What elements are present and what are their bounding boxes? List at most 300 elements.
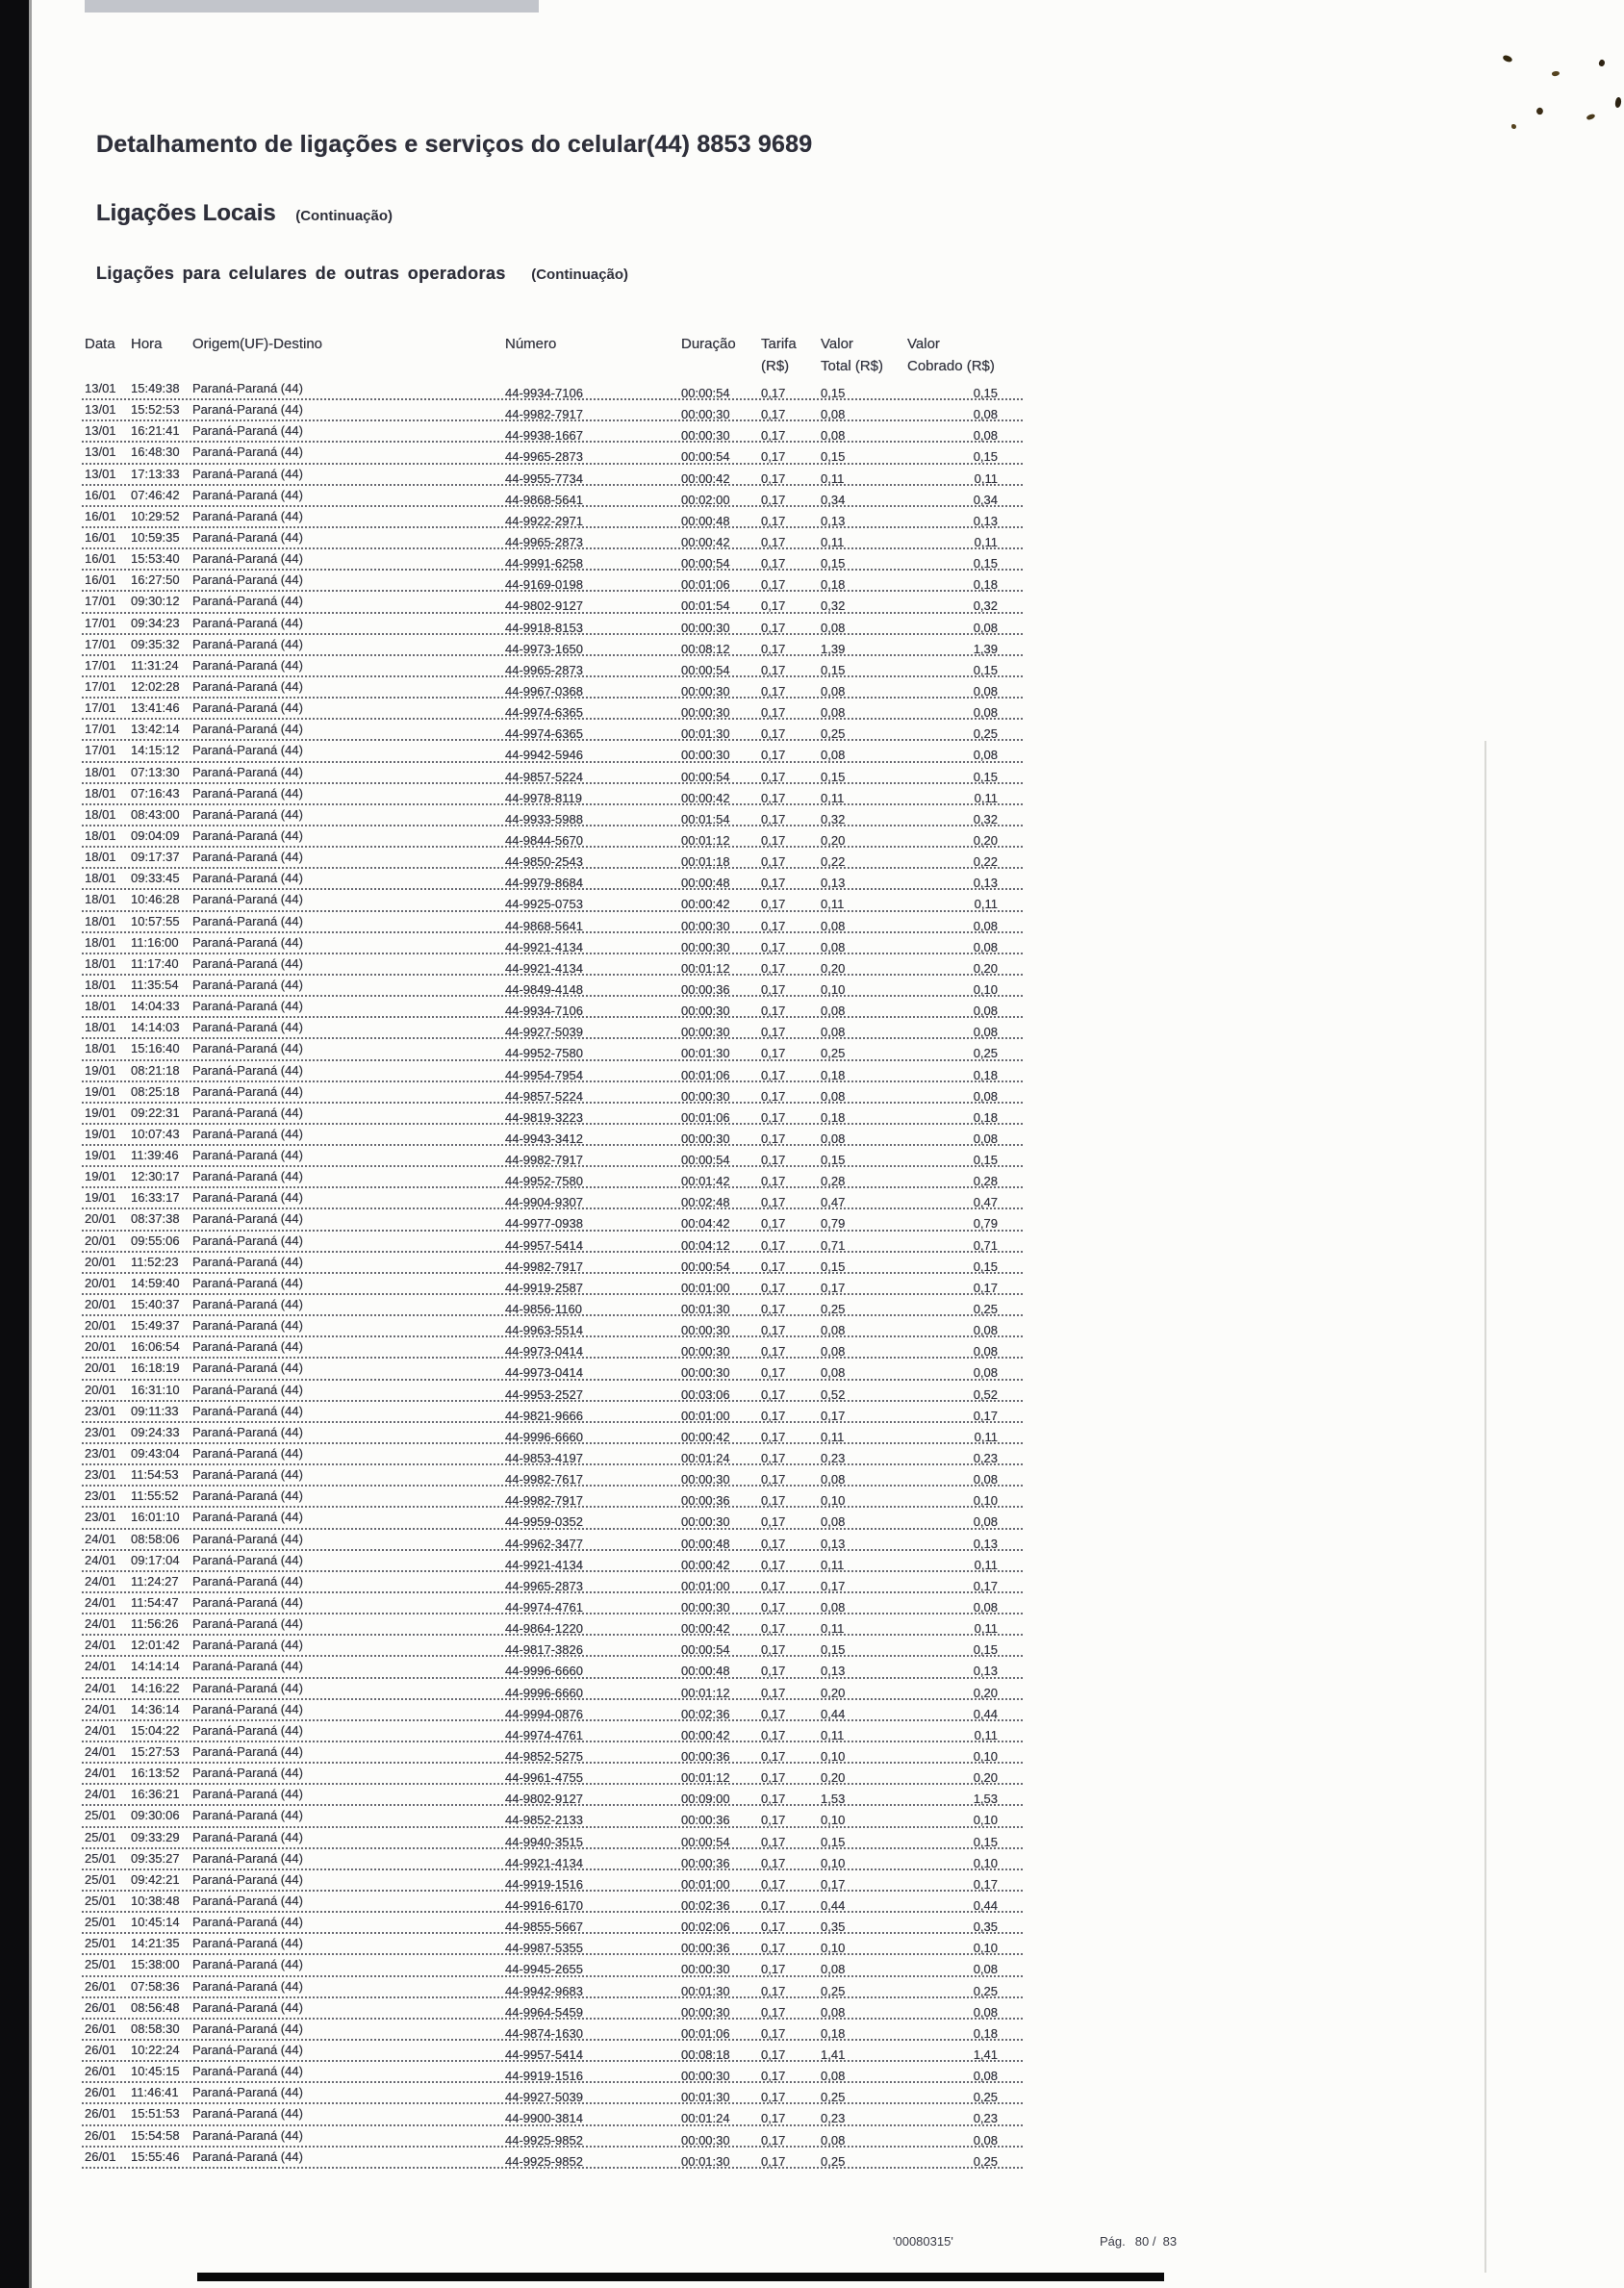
cell-duracao: 00:08:18 (681, 2046, 730, 2062)
cell-origem: Paraná-Paraná (44) (192, 487, 303, 502)
cell-total: 0,08 (821, 918, 846, 933)
cell-numero: 44-9967-0368 (505, 683, 583, 699)
cell-numero: 44-9974-6365 (505, 705, 583, 721)
cell-numero: 44-9904-9307 (505, 1195, 583, 1210)
ink-speck (1598, 59, 1607, 67)
cell-numero: 44-9856-1160 (505, 1302, 582, 1317)
cell-numero: 44-9977-0938 (505, 1216, 583, 1232)
cell-hora: 09:42:21 (131, 1871, 180, 1887)
cell-total: 0,13 (821, 1536, 846, 1551)
cell-data: 26/01 (85, 2106, 116, 2122)
cell-duracao: 00:01:30 (681, 2090, 730, 2105)
cell-origem: Paraná-Paraná (44) (192, 934, 303, 950)
cell-numero: 44-9868-5641 (505, 492, 583, 507)
table-row (82, 890, 1023, 911)
cell-hora: 17:13:33 (131, 466, 180, 481)
table-row (82, 443, 1023, 464)
cell-tarifa: 0,17 (761, 1258, 786, 1274)
cell-numero: 44-9965-2873 (505, 662, 583, 677)
cell-numero: 44-9952-7580 (505, 1174, 583, 1189)
cell-data: 17/01 (85, 743, 116, 758)
call-table-body (82, 379, 1023, 2169)
cell-cobrado: 0,25 (973, 1302, 998, 1317)
cell-tarifa: 0,17 (761, 1897, 786, 1913)
cell-cobrado: 0,10 (973, 1941, 998, 1956)
cell-hora: 15:40:37 (131, 1297, 180, 1312)
cell-cobrado: 0,17 (973, 1280, 998, 1295)
table-row (82, 1018, 1023, 1039)
cell-data: 19/01 (85, 1126, 116, 1141)
cell-cobrado: 0,79 (973, 1216, 998, 1232)
cell-origem: Paraná-Paraná (44) (192, 977, 303, 992)
cell-data: 24/01 (85, 1531, 116, 1546)
cell-tarifa: 0,17 (761, 683, 786, 699)
cell-cobrado: 0,08 (973, 1472, 998, 1487)
table-row (82, 997, 1023, 1018)
cell-total: 0,13 (821, 513, 846, 528)
cell-cobrado: 0,44 (973, 1897, 998, 1913)
cell-duracao: 00:00:30 (681, 1514, 730, 1530)
cell-origem: Paraná-Paraná (44) (192, 1531, 303, 1546)
cell-tarifa: 0,17 (761, 1962, 786, 1977)
cell-numero: 44-9938-1667 (505, 428, 583, 444)
cell-cobrado: 0,11 (974, 897, 998, 912)
ink-speck (1614, 96, 1622, 108)
cell-total: 0,15 (821, 449, 846, 465)
cell-cobrado: 0,32 (973, 598, 998, 614)
cell-total: 0,20 (821, 832, 846, 848)
cell-data: 18/01 (85, 806, 116, 822)
cell-cobrado: 1,39 (973, 641, 998, 656)
cell-numero: 44-9942-5946 (505, 748, 583, 763)
cell-total: 0,08 (821, 2069, 846, 2084)
cell-origem: Paraná-Paraná (44) (192, 1957, 303, 1972)
cell-total: 0,18 (821, 1067, 846, 1082)
cell-tarifa: 0,17 (761, 1600, 786, 1615)
cell-tarifa: 0,17 (761, 1557, 786, 1572)
cell-hora: 11:16:00 (131, 934, 179, 950)
cell-numero: 44-9973-1650 (505, 641, 583, 656)
cell-hora: 14:21:35 (131, 1936, 180, 1951)
cell-hora: 10:38:48 (131, 1893, 180, 1908)
cell-hora: 14:15:12 (131, 743, 180, 758)
cell-cobrado: 0,20 (973, 832, 998, 848)
cell-cobrado: 0,15 (973, 386, 998, 400)
cell-total: 0,10 (821, 1493, 846, 1509)
table-row (82, 1316, 1023, 1337)
cell-hora: 12:01:42 (131, 1638, 180, 1653)
cell-origem: Paraná-Paraná (44) (192, 1829, 303, 1844)
cell-cobrado: 0,52 (973, 1386, 998, 1402)
cell-tarifa: 0,17 (761, 1302, 786, 1317)
table-row (82, 1423, 1023, 1444)
cell-numero: 44-9855-5667 (505, 1919, 583, 1935)
cell-tarifa: 0,17 (761, 641, 786, 656)
table-row (82, 1104, 1023, 1125)
cell-cobrado: 0,08 (973, 1365, 998, 1381)
cell-numero: 44-9934-7106 (505, 1004, 583, 1019)
cell-hora: 09:04:09 (131, 827, 180, 843)
cell-numero: 44-9852-5275 (505, 1749, 583, 1764)
table-row (82, 2083, 1023, 2104)
cell-duracao: 00:00:30 (681, 428, 730, 444)
cell-data: 13/01 (85, 466, 116, 481)
cell-duracao: 00:09:00 (681, 1792, 730, 1807)
cell-origem: Paraná-Paraná (44) (192, 1339, 303, 1355)
cell-numero: 44-9982-7917 (505, 407, 583, 422)
cell-origem: Paraná-Paraná (44) (192, 850, 303, 865)
cell-data: 16/01 (85, 572, 116, 588)
cell-data: 26/01 (85, 2064, 116, 2079)
cell-duracao: 00:00:30 (681, 748, 730, 763)
section-continuation-label: (Continuação) (295, 208, 393, 224)
cell-total: 0,20 (821, 1770, 846, 1786)
cell-data: 19/01 (85, 1083, 116, 1099)
cell-data: 25/01 (85, 1893, 116, 1908)
cell-duracao: 00:01:42 (681, 1174, 730, 1189)
cell-total: 0,17 (821, 1578, 846, 1593)
cell-duracao: 00:00:42 (681, 790, 730, 805)
cell-cobrado: 0,11 (974, 1557, 998, 1572)
table-row (82, 1253, 1023, 1274)
cell-total: 0,10 (821, 1855, 846, 1870)
cell-numero: 44-9982-7917 (505, 1153, 583, 1168)
cell-hora: 09:22:31 (131, 1105, 180, 1120)
cell-data: 23/01 (85, 1510, 116, 1525)
cell-duracao: 00:00:48 (681, 876, 730, 891)
cell-total: 0,17 (821, 1876, 846, 1892)
cell-tarifa: 0,17 (761, 1664, 786, 1679)
cell-tarifa: 0,17 (761, 1067, 786, 1082)
cell-hora: 09:24:33 (131, 1424, 180, 1439)
cell-duracao: 00:00:54 (681, 386, 730, 400)
cell-data: 24/01 (85, 1701, 116, 1716)
cell-tarifa: 0,17 (761, 598, 786, 614)
cell-numero: 44-9817-3826 (505, 1642, 583, 1658)
cell-tarifa: 0,17 (761, 1153, 786, 1168)
cell-data: 24/01 (85, 1680, 116, 1695)
cell-origem: Paraná-Paraná (44) (192, 1083, 303, 1099)
cell-tarifa: 0,17 (761, 918, 786, 933)
cell-hora: 16:48:30 (131, 445, 180, 460)
cell-data: 25/01 (85, 1936, 116, 1951)
cell-data: 17/01 (85, 678, 116, 694)
cell-cobrado: 1,41 (973, 2046, 998, 2062)
cell-data: 18/01 (85, 999, 116, 1014)
table-row (82, 1785, 1023, 1806)
cell-tarifa: 0,17 (761, 1386, 786, 1402)
cell-data: 20/01 (85, 1318, 116, 1334)
cell-total: 0,44 (821, 1706, 846, 1721)
cell-numero: 44-9982-7917 (505, 1258, 583, 1274)
cell-cobrado: 1,53 (973, 1792, 998, 1807)
footer-page-number: 80 / 83 (1134, 2234, 1178, 2249)
table-row (82, 1337, 1023, 1359)
cell-tarifa: 0,17 (761, 1344, 786, 1360)
cell-hora: 09:11:33 (131, 1403, 179, 1418)
cell-numero: 44-9925-9852 (505, 2132, 583, 2148)
cell-cobrado: 0,11 (974, 534, 998, 549)
cell-data: 20/01 (85, 1360, 116, 1376)
table-row (82, 1381, 1023, 1402)
cell-origem: Paraná-Paraná (44) (192, 1616, 303, 1632)
scan-top-gray-strip (85, 0, 539, 13)
cell-numero: 44-9922-2971 (505, 513, 583, 528)
cell-numero: 44-9927-5039 (505, 1025, 583, 1040)
cell-tarifa: 0,17 (761, 577, 786, 593)
cell-tarifa: 0,17 (761, 1642, 786, 1658)
cell-duracao: 00:01:00 (681, 1578, 730, 1593)
cell-cobrado: 0,20 (973, 1770, 998, 1786)
table-row (82, 1892, 1023, 1913)
cell-duracao: 00:00:42 (681, 470, 730, 486)
cell-duracao: 00:00:30 (681, 620, 730, 635)
cell-total: 0,17 (821, 1280, 846, 1295)
cell-hora: 14:36:14 (131, 1701, 180, 1716)
cell-duracao: 00:01:24 (681, 1451, 730, 1466)
cell-duracao: 00:01:12 (681, 1685, 730, 1700)
cell-hora: 11:31:24 (131, 657, 179, 673)
cell-tarifa: 0,17 (761, 1834, 786, 1849)
cell-total: 0,10 (821, 1941, 846, 1956)
cell-cobrado: 0,08 (973, 748, 998, 763)
table-row (82, 1572, 1023, 1593)
cell-data: 13/01 (85, 381, 116, 395)
cell-origem: Paraná-Paraná (44) (192, 1169, 303, 1184)
cell-hora: 16:33:17 (131, 1190, 180, 1206)
cell-numero: 44-9973-0414 (505, 1344, 583, 1360)
cell-numero: 44-9991-6258 (505, 556, 583, 572)
cell-hora: 08:58:30 (131, 2021, 180, 2036)
cell-tarifa: 0,17 (761, 897, 786, 912)
cell-data: 20/01 (85, 1211, 116, 1227)
table-row (82, 976, 1023, 997)
cell-hora: 09:55:06 (131, 1233, 180, 1248)
col-header-origem: Origem(UF)-Destino (192, 336, 323, 352)
cell-hora: 08:56:48 (131, 1999, 180, 2015)
cell-origem: Paraná-Paraná (44) (192, 1020, 303, 1035)
cell-hora: 11:24:27 (131, 1573, 179, 1589)
cell-tarifa: 0,17 (761, 2111, 786, 2126)
cell-tarifa: 0,17 (761, 2153, 786, 2169)
cell-hora: 11:54:47 (131, 1595, 179, 1611)
cell-total: 0,08 (821, 1962, 846, 1977)
table-row (82, 486, 1023, 507)
cell-hora: 11:17:40 (131, 955, 179, 971)
cell-data: 19/01 (85, 1190, 116, 1206)
cell-total: 0,08 (821, 407, 846, 422)
cell-tarifa: 0,17 (761, 1941, 786, 1956)
cell-hora: 12:02:28 (131, 678, 180, 694)
cell-origem: Paraná-Paraná (44) (192, 1573, 303, 1589)
cell-cobrado: 0,08 (973, 918, 998, 933)
footer-page-indicator (1100, 2234, 1177, 2249)
cell-data: 26/01 (85, 1999, 116, 2015)
cell-origem: Paraná-Paraná (44) (192, 722, 303, 737)
cell-cobrado: 0,25 (973, 726, 998, 742)
cell-cobrado: 0,08 (973, 1131, 998, 1146)
cell-tarifa: 0,17 (761, 428, 786, 444)
cell-origem: Paraná-Paraná (44) (192, 1638, 303, 1653)
cell-duracao: 00:00:36 (681, 1941, 730, 1956)
cell-hora: 09:35:32 (131, 636, 180, 651)
cell-data: 26/01 (85, 2021, 116, 2036)
cell-cobrado: 0,35 (973, 1919, 998, 1935)
cell-data: 13/01 (85, 423, 116, 439)
cell-origem: Paraná-Paraná (44) (192, 1936, 303, 1951)
cell-cobrado: 0,44 (973, 1706, 998, 1721)
cell-duracao: 00:00:30 (681, 2069, 730, 2084)
cell-total: 0,25 (821, 2090, 846, 2105)
table-row (82, 1530, 1023, 1551)
cell-tarifa: 0,17 (761, 1429, 786, 1444)
cell-hora: 09:43:04 (131, 1446, 180, 1462)
cell-origem: Paraná-Paraná (44) (192, 1701, 303, 1716)
cell-duracao: 00:00:30 (681, 918, 730, 933)
cell-duracao: 00:00:54 (681, 556, 730, 572)
table-row (82, 400, 1023, 421)
cell-cobrado: 0,25 (973, 2090, 998, 2105)
cell-tarifa: 0,17 (761, 534, 786, 549)
cell-data: 26/01 (85, 2148, 116, 2164)
cell-hora: 10:29:52 (131, 508, 180, 523)
cell-duracao: 00:00:54 (681, 1834, 730, 1849)
cell-origem: Paraná-Paraná (44) (192, 999, 303, 1014)
table-row (82, 1232, 1023, 1253)
cell-total: 0,18 (821, 1109, 846, 1125)
cell-tarifa: 0,17 (761, 1174, 786, 1189)
table-row (82, 1061, 1023, 1082)
cell-total: 0,52 (821, 1386, 846, 1402)
cell-tarifa: 0,17 (761, 1578, 786, 1593)
cell-numero: 44-9802-9127 (505, 598, 583, 614)
scan-bottom-black-bar (197, 2273, 1164, 2281)
table-row (82, 1828, 1023, 1849)
cell-data: 24/01 (85, 1638, 116, 1653)
cell-origem: Paraná-Paraná (44) (192, 700, 303, 716)
cell-origem: Paraná-Paraná (44) (192, 1744, 303, 1759)
table-row (82, 421, 1023, 443)
cell-origem: Paraná-Paraná (44) (192, 2106, 303, 2122)
table-row (82, 635, 1023, 656)
cell-origem: Paraná-Paraná (44) (192, 1424, 303, 1439)
cell-data: 16/01 (85, 508, 116, 523)
cell-total: 0,13 (821, 876, 846, 891)
table-row (82, 1913, 1023, 1934)
cell-total: 0,08 (821, 1323, 846, 1338)
cell-origem: Paraná-Paraná (44) (192, 913, 303, 928)
cell-total: 0,08 (821, 748, 846, 763)
cell-total: 0,08 (821, 1344, 846, 1360)
scan-edge-left-bar (0, 0, 29, 2288)
subsection-continuation-label: (Continuação) (531, 267, 629, 283)
cell-origem: Paraná-Paraná (44) (192, 1722, 303, 1738)
cell-tarifa: 0,17 (761, 1621, 786, 1637)
cell-cobrado: 0,08 (973, 1344, 998, 1360)
cell-cobrado: 0,08 (973, 428, 998, 444)
ink-speck (1502, 55, 1512, 64)
cell-total: 0,11 (821, 1557, 845, 1572)
cell-hora: 10:59:35 (131, 529, 180, 545)
cell-origem: Paraná-Paraná (44) (192, 1787, 303, 1802)
cell-duracao: 00:01:18 (681, 854, 730, 870)
cell-tarifa: 0,17 (761, 2132, 786, 2148)
cell-duracao: 00:01:06 (681, 1067, 730, 1082)
cell-data: 17/01 (85, 657, 116, 673)
cell-duracao: 00:00:30 (681, 1004, 730, 1019)
table-row (82, 1700, 1023, 1721)
cell-numero: 44-9964-5459 (505, 2004, 583, 2020)
cell-total: 1,53 (821, 1792, 846, 1807)
cell-duracao: 00:01:54 (681, 598, 730, 614)
cell-duracao: 00:00:30 (681, 1131, 730, 1146)
cell-hora: 10:22:24 (131, 2042, 180, 2057)
cell-total: 0,15 (821, 1153, 846, 1168)
table-row (82, 1274, 1023, 1295)
table-row (82, 954, 1023, 976)
table-row (82, 1764, 1023, 1785)
table-row (82, 1359, 1023, 1380)
cell-hora: 07:16:43 (131, 785, 180, 801)
cell-data: 25/01 (85, 1829, 116, 1844)
cell-cobrado: 0,15 (973, 556, 998, 572)
cell-tarifa: 0,17 (761, 705, 786, 721)
cell-duracao: 00:00:30 (681, 2004, 730, 2020)
cell-hora: 10:07:43 (131, 1126, 180, 1141)
cell-total: 0,20 (821, 960, 846, 976)
cell-data: 18/01 (85, 785, 116, 801)
table-row (82, 379, 1023, 400)
cell-data: 20/01 (85, 1275, 116, 1290)
cell-hora: 15:49:38 (131, 381, 180, 395)
cell-tarifa: 0,17 (761, 1025, 786, 1040)
cell-hora: 16:13:52 (131, 1766, 180, 1781)
cell-numero: 44-9982-7917 (505, 1493, 583, 1509)
cell-data: 18/01 (85, 934, 116, 950)
cell-tarifa: 0,17 (761, 726, 786, 742)
cell-total: 0,08 (821, 683, 846, 699)
cell-duracao: 00:00:30 (681, 1323, 730, 1338)
cell-duracao: 00:01:30 (681, 1302, 730, 1317)
table-row (82, 1039, 1023, 1060)
ink-speck (1586, 113, 1595, 120)
cell-hora: 15:53:40 (131, 551, 180, 567)
cell-total: 0,15 (821, 1258, 846, 1274)
cell-numero: 44-9979-8684 (505, 876, 583, 891)
cell-tarifa: 0,17 (761, 1514, 786, 1530)
cell-total: 0,22 (821, 854, 846, 870)
cell-cobrado: 0,25 (973, 2153, 998, 2169)
cell-total: 0,10 (821, 1813, 846, 1828)
cell-total: 0,28 (821, 1174, 846, 1189)
cell-origem: Paraná-Paraná (44) (192, 743, 303, 758)
cell-data: 24/01 (85, 1573, 116, 1589)
cell-duracao: 00:02:48 (681, 1195, 730, 1210)
cell-duracao: 00:00:54 (681, 662, 730, 677)
cell-total: 0,79 (821, 1216, 846, 1232)
cell-duracao: 00:01:06 (681, 577, 730, 593)
cell-cobrado: 0,08 (973, 1323, 998, 1338)
cell-total: 0,18 (821, 2025, 846, 2041)
cell-data: 16/01 (85, 487, 116, 502)
cell-origem: Paraná-Paraná (44) (192, 1680, 303, 1695)
cell-hora: 15:27:53 (131, 1744, 180, 1759)
cell-tarifa: 0,17 (761, 1323, 786, 1338)
cell-total: 0,47 (821, 1195, 846, 1210)
cell-duracao: 00:02:36 (681, 1897, 730, 1913)
cell-tarifa: 0,17 (761, 662, 786, 677)
cell-hora: 16:21:41 (131, 423, 180, 439)
